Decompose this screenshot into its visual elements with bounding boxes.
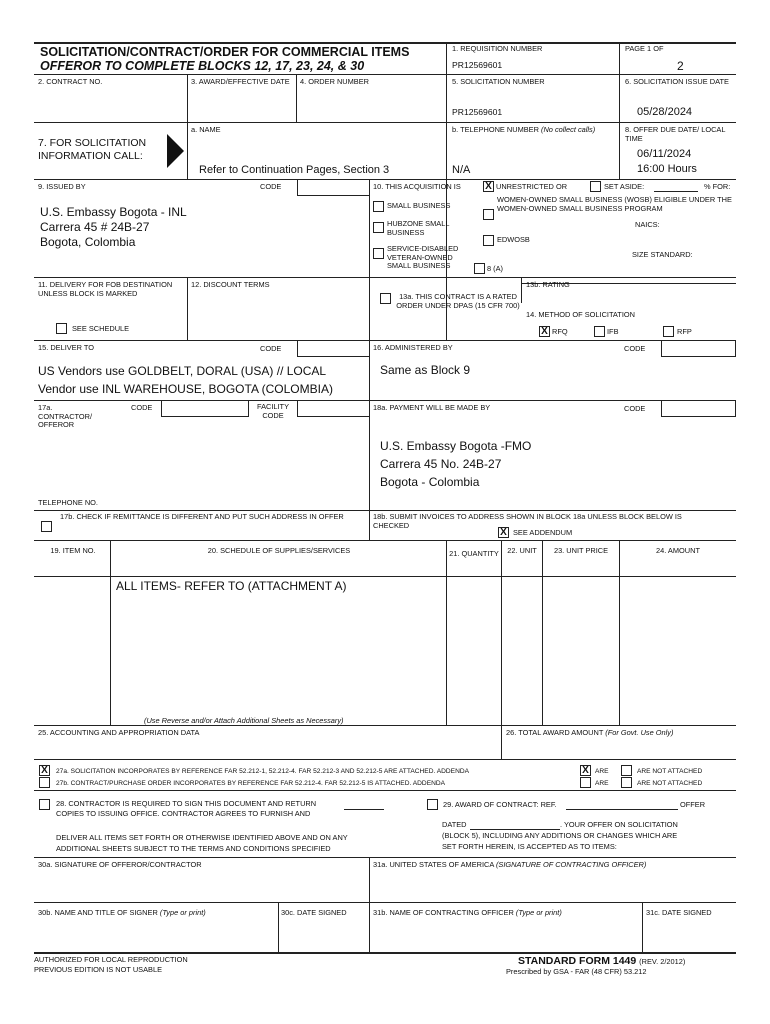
contract-no-label: 2. CONTRACT NO. — [38, 77, 103, 86]
29-checkbox[interactable] — [427, 799, 438, 810]
payment-label: 18a. PAYMENT WILL BE MADE BY — [373, 403, 491, 412]
col-amount-header: 24. AMOUNT — [656, 546, 700, 555]
small-business-label: SMALL BUSINESS — [387, 201, 451, 210]
29-dated-line — [470, 829, 560, 830]
payment-code-label: CODE — [624, 404, 646, 413]
deliver-code-field[interactable] — [297, 340, 370, 357]
solicitation-number-label: 5. SOLICITATION NUMBER — [452, 77, 545, 86]
29-line1: 29. AWARD OF CONTRACT: REF. — [443, 800, 557, 809]
delivery-fob-label: 11. DELIVERY FOR FOB DESTINATION UNLESS BLOCK IS MARKED — [38, 280, 173, 298]
col-divider — [501, 725, 502, 759]
bottom-rule — [34, 952, 736, 954]
27a-label: 27a. SOLICITATION INCORPORATES BY REFERENCE FAR 52.212-1, 52.212-4. FAR 52.212-3 AND 52.212-5 ARE ATTACHED. ADDENDA — [56, 768, 469, 775]
sdvosb-label: SERVICE-DISABLED VETERAN-OWNED SMALL BUSINESS — [387, 244, 459, 271]
rfq-label: RFQ — [552, 327, 568, 336]
rule — [34, 725, 736, 726]
27b-are-label: ARE — [595, 780, 609, 787]
col-divider — [187, 277, 188, 340]
see-schedule-checkbox[interactable] — [56, 323, 67, 334]
arrow-icon — [167, 134, 184, 168]
col-divider — [446, 540, 447, 725]
accounting-label: 25. ACCOUNTING AND APPROPRIATION DATA — [38, 728, 200, 737]
signature-offeror-label: 30a. SIGNATURE OF OFFEROR/CONTRACTOR — [38, 860, 202, 869]
issued-by-line2: Carrera 45 # 24B-27 — [40, 220, 150, 234]
footer-previous-edition: PREVIOUS EDITION IS NOT USABLE — [34, 965, 162, 974]
wosb-checkbox[interactable] — [483, 209, 494, 220]
ifb-checkbox[interactable] — [594, 326, 605, 337]
27a-checkbox[interactable]: X — [39, 765, 50, 776]
eight-a-label: 8 (A) — [487, 264, 504, 273]
date-signed-30c-label: 30c. DATE SIGNED — [281, 908, 347, 917]
name-label: a. NAME — [191, 125, 221, 134]
contractor-code-field[interactable] — [161, 400, 249, 417]
27a-are-not-label: ARE NOT ATTACHED — [637, 768, 703, 775]
rule — [34, 340, 736, 341]
col-item-no-header: 19. ITEM NO. — [50, 546, 96, 555]
requisition-number-value: PR12569601 — [452, 60, 503, 70]
issued-code-label: CODE — [260, 182, 282, 191]
issued-by-line3: Bogota, Colombia — [40, 235, 136, 249]
col-divider — [521, 277, 522, 303]
col-divider — [187, 122, 188, 179]
payment-line1: U.S. Embassy Bogota -FMO — [380, 439, 532, 453]
acquisition-label: 10. THIS ACQUISITION IS — [373, 182, 461, 191]
unrestricted-label: UNRESTRICTED OR — [496, 182, 568, 191]
27b-are-not-label: ARE NOT ATTACHED — [637, 780, 703, 787]
set-aside-label: SET ASIDE: — [604, 182, 645, 191]
percent-line — [654, 191, 698, 192]
form-subtitle: OFFEROR TO COMPLETE BLOCKS 12, 17, 23, 24, & 30 — [40, 59, 365, 73]
sdvosb-checkbox[interactable] — [373, 248, 384, 259]
rating-label: 13b. RATING — [526, 280, 570, 289]
page-total: 2 — [677, 59, 684, 73]
rule — [34, 902, 736, 903]
deliver-to-line1: US Vendors use GOLDBELT, DORAL (USA) // LOCAL — [38, 364, 327, 378]
percent-for-label: % FOR: — [704, 182, 731, 191]
col-unit-price-header: 23. UNIT PRICE — [553, 546, 609, 555]
27a-are-checkbox[interactable]: X — [580, 765, 591, 776]
rule — [34, 790, 736, 791]
remittance-label: 17b. CHECK IF REMITTANCE IS DIFFERENT AND PUT SUCH ADDRESS IN OFFER — [60, 512, 344, 521]
rfp-label: RFP — [677, 327, 692, 336]
submit-invoices-label: 18b. SUBMIT INVOICES TO ADDRESS SHOWN IN BLOCK 18a UNLESS BLOCK BELOW IS CHECKED — [373, 512, 682, 530]
col-quantity-header: 21. QUANTITY — [449, 549, 499, 558]
29-offer-label: OFFER — [680, 800, 706, 809]
unrestricted-checkbox[interactable]: X — [483, 181, 494, 192]
col-divider — [369, 340, 370, 540]
date-signed-31c-label: 31c. DATE SIGNED — [646, 908, 712, 917]
28-line3: DELIVER ALL ITEMS SET FORTH OR OTHERWISE IDENTIFIED ABOVE AND ON ANY — [56, 833, 348, 842]
rfp-checkbox[interactable] — [663, 326, 674, 337]
issue-date-label: 6. SOLICITATION ISSUE DATE — [625, 77, 729, 86]
size-standard-label: SIZE STANDARD: — [632, 250, 693, 259]
rule — [34, 510, 736, 511]
schedule-note: (Use Reverse and/or Attach Additional Sheets as Necessary) — [144, 716, 344, 725]
rated-order-checkbox[interactable] — [380, 293, 391, 304]
form-title: SOLICITATION/CONTRACT/ORDER FOR COMMERCIAL ITEMS — [40, 45, 410, 59]
edwosb-label: EDWOSB — [497, 235, 530, 244]
deliver-code-label: CODE — [260, 344, 282, 353]
payment-code-field[interactable] — [661, 400, 736, 417]
issued-code-field[interactable] — [297, 179, 370, 196]
rule — [34, 759, 736, 760]
payment-line2: Carrera 45 No. 24B-27 — [380, 457, 502, 471]
set-aside-checkbox[interactable] — [590, 181, 601, 192]
col-divider — [501, 540, 502, 725]
naics-label: NAICS: — [635, 220, 660, 229]
rule — [34, 857, 736, 858]
phone-value: N/A — [452, 164, 471, 176]
col-unit-header: 22. UNIT — [507, 546, 537, 555]
29-line2: DATED — [442, 820, 467, 829]
order-number-label: 4. ORDER NUMBER — [300, 77, 369, 86]
solicitation-number-value: PR12569601 — [452, 107, 503, 117]
col-divider — [369, 857, 370, 952]
rule — [34, 277, 736, 278]
total-award-label: 26. TOTAL AWARD AMOUNT (For Govt. Use Only) — [506, 728, 674, 737]
due-date-value: 06/11/2024 — [637, 148, 692, 160]
footer-form-name: STANDARD FORM 1449 (REV. 2/2012) — [518, 955, 686, 967]
telephone-label: TELEPHONE NO. — [38, 498, 98, 507]
col-divider — [642, 902, 643, 952]
name-value: Refer to Continuation Pages, Section 3 — [199, 164, 390, 176]
hubzone-checkbox[interactable] — [373, 222, 384, 233]
27b-are-not-checkbox[interactable] — [621, 777, 632, 788]
facility-code-label: FACILITY CODE — [256, 402, 290, 420]
eight-a-checkbox[interactable] — [474, 263, 485, 274]
hubzone-label: HUBZONE SMALL BUSINESS — [387, 219, 450, 237]
see-schedule-label: SEE SCHEDULE — [72, 324, 130, 333]
administered-by-value: Same as Block 9 — [380, 363, 471, 377]
27a-are-label: ARE — [595, 768, 609, 775]
contractor-label: 17a. CONTRACTOR/ OFFEROR — [38, 403, 93, 430]
due-date-label: 8. OFFER DUE DATE/ LOCAL TIME — [625, 125, 726, 143]
rule — [34, 540, 736, 541]
small-business-checkbox[interactable] — [373, 201, 384, 212]
for-info-label: 7. FOR SOLICITATION INFORMATION CALL: — [38, 137, 147, 162]
wosb-label: WOMEN-OWNED SMALL BUSINESS (WOSB) ELIGIBLE UNDER THE WOMEN-OWNED SMALL BUSINESS PROGRAM — [497, 195, 732, 213]
remittance-checkbox[interactable] — [41, 521, 52, 532]
page-label: PAGE 1 OF — [625, 44, 664, 53]
rule — [34, 74, 736, 75]
ifb-label: IFB — [607, 327, 619, 336]
admin-code-field[interactable] — [661, 340, 736, 357]
due-time-value: 16:00 Hours — [637, 163, 697, 175]
rule — [34, 576, 736, 577]
see-addendum-checkbox[interactable]: X — [498, 527, 509, 538]
27b-label: 27b. CONTRACT/PURCHASE ORDER INCORPORATES BY REFERENCE FAR 52.212-4. FAR 52.212-5 IS ATTACHED. ADDENDA — [56, 780, 446, 787]
issued-by-line1: U.S. Embassy Bogota - INL — [40, 205, 187, 219]
29-line2b: . YOUR OFFER ON SOLICITATION — [560, 820, 678, 829]
method-label: 14. METHOD OF SOLICITATION — [526, 310, 635, 319]
rule — [34, 179, 736, 180]
contractor-code-label: CODE — [131, 403, 153, 412]
award-date-label: 3. AWARD/EFFECTIVE DATE — [191, 77, 290, 86]
signer-name-label: 30b. NAME AND TITLE OF SIGNER (Type or print) — [38, 908, 206, 917]
sf1449-form — [34, 42, 736, 976]
col-schedule-header: 20. SCHEDULE OF SUPPLIES/SERVICES — [207, 546, 351, 555]
28-line1: 28. CONTRACTOR IS REQUIRED TO SIGN THIS DOCUMENT AND RETURN — [56, 799, 317, 808]
signature-usa-label: 31a. UNITED STATES OF AMERICA (SIGNATURE OF CONTRACTING OFFICER) — [373, 860, 647, 869]
contracting-officer-name-label: 31b. NAME OF CONTRACTING OFFICER (Type or print) — [373, 908, 562, 917]
27b-checkbox[interactable] — [39, 777, 50, 788]
28-line4: ADDITIONAL SHEETS SUBJECT TO THE TERMS AND CONDITIONS SPECIFIED — [56, 844, 331, 853]
rule — [34, 122, 736, 123]
28-checkbox[interactable] — [39, 799, 50, 810]
rated-order-label: 13a. THIS CONTRACT IS A RATED ORDER UNDER DPAS (15 CFR 700) — [396, 292, 520, 310]
schedule-item-text: ALL ITEMS- REFER TO (ATTACHMENT A) — [116, 579, 347, 593]
col-divider — [369, 179, 370, 340]
edwosb-checkbox[interactable] — [483, 235, 494, 246]
rule — [34, 400, 736, 401]
29-line3: (BLOCK 5), INCLUDING ANY ADDITIONS OR CHANGES WHICH ARE — [442, 831, 678, 840]
28-copies-line — [344, 809, 384, 810]
col-divider — [187, 74, 188, 122]
col-divider — [296, 74, 297, 122]
deliver-to-label: 15. DELIVER TO — [38, 343, 95, 352]
col-divider — [542, 540, 543, 725]
requisition-number-label: 1. REQUISITION NUMBER — [452, 44, 543, 53]
29-ref-line — [566, 809, 678, 810]
footer-prescribed: Prescribed by GSA - FAR (48 CFR) 53.212 — [506, 967, 647, 976]
payment-line3: Bogota - Colombia — [380, 475, 480, 489]
col-divider — [110, 540, 111, 725]
28-line2: COPIES TO ISSUING OFFICE. CONTRACTOR AGREES TO FURNISH AND — [56, 809, 311, 818]
issued-by-label: 9. ISSUED BY — [38, 182, 86, 191]
27b-are-checkbox[interactable] — [580, 777, 591, 788]
29-line4: SET FORTH HEREIN, IS ACCEPTED AS TO ITEMS: — [442, 842, 617, 851]
col-divider — [619, 42, 620, 179]
discount-terms-label: 12. DISCOUNT TERMS — [191, 280, 270, 289]
27a-are-not-checkbox[interactable] — [621, 765, 632, 776]
phone-label: b. TELEPHONE NUMBER (No collect calls) — [452, 125, 596, 134]
footer-authorized: AUTHORIZED FOR LOCAL REPRODUCTION — [34, 955, 188, 964]
rfq-checkbox[interactable]: X — [539, 326, 550, 337]
see-addendum-label: SEE ADDENDUM — [513, 528, 573, 537]
facility-code-field[interactable] — [297, 400, 370, 417]
issue-date-value: 05/28/2024 — [637, 106, 693, 118]
admin-code-label: CODE — [624, 344, 646, 353]
deliver-to-line2: Vendor use INL WAREHOUSE, BOGOTA (COLOMBIA) — [38, 382, 333, 396]
col-divider — [619, 540, 620, 725]
col-divider — [278, 902, 279, 952]
administered-by-label: 16. ADMINISTERED BY — [373, 343, 453, 352]
